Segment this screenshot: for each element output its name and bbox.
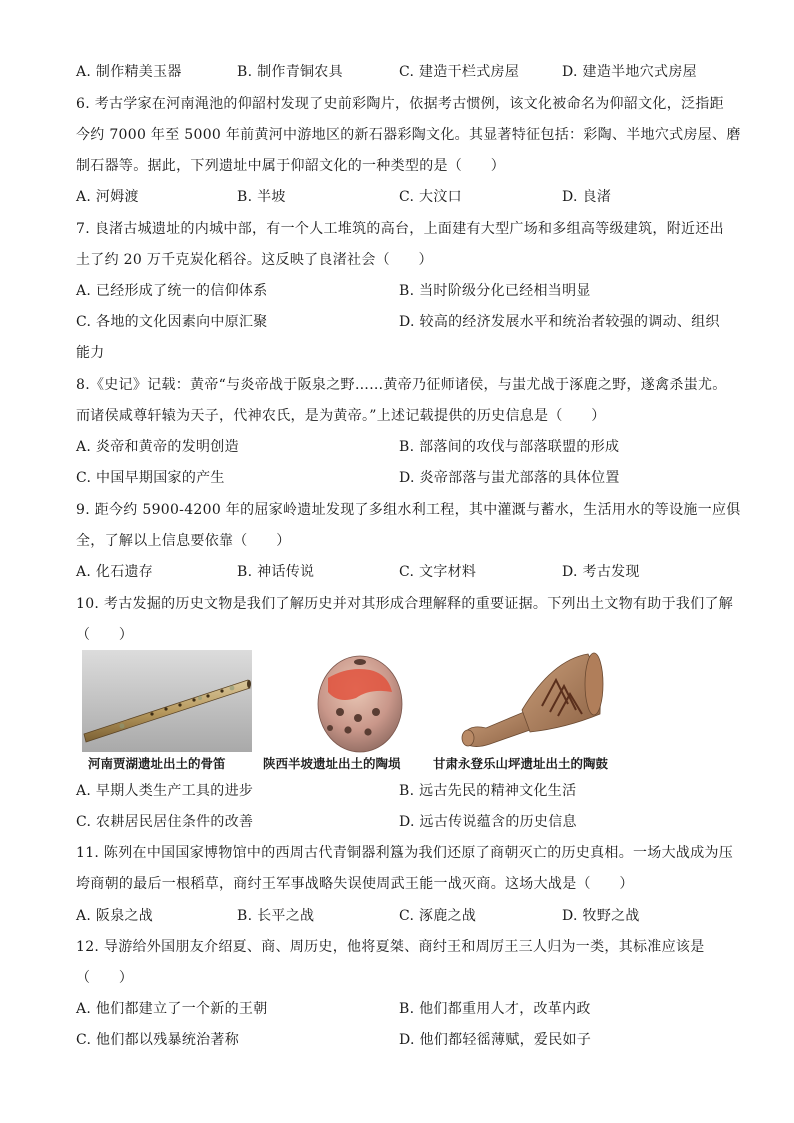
- q7-option-d[interactable]: D. 较高的经济发展水平和统治者较强的调动、组织: [399, 314, 720, 330]
- q10-stem-line: 10. 考古发掘的历史文物是我们了解历史并对其形成合理解释的重要证据。下列出土文物有助于我们了解: [76, 596, 734, 612]
- q7-option-b[interactable]: B. 当时阶级分化已经相当明显: [399, 283, 591, 299]
- q11-stem-line: 垮商朝的最后一根稻草，商纣王军事战略失误使周武王能一战灭商。这场大战是（ ）: [76, 876, 634, 892]
- q7-stem-line: 7. 良渚古城遗址的内城中部，有一个人工堆筑的高台，上面建有大型广场和多组高等级建筑，附近还出: [76, 221, 724, 237]
- q5-option-a[interactable]: A. 制作精美玉器: [76, 64, 182, 80]
- q6-option-a[interactable]: A. 河姆渡: [76, 189, 139, 205]
- q7-option-c[interactable]: C. 各地的文化因素向中原汇聚: [76, 314, 268, 330]
- bone-flute-caption: 河南贾湖遗址出土的骨笛: [88, 756, 226, 771]
- q9-option-b[interactable]: B. 神话传说: [237, 564, 315, 580]
- q9-option-a[interactable]: A. 化石遗存: [76, 564, 154, 580]
- pottery-drum-image: [456, 650, 606, 752]
- q5-option-c[interactable]: C. 建造干栏式房屋: [399, 64, 520, 80]
- q11-option-c[interactable]: C. 涿鹿之战: [399, 908, 477, 924]
- q5-option-b[interactable]: B. 制作青铜农具: [237, 64, 343, 80]
- pottery-xun-caption: 陕西半坡遗址出土的陶埙: [263, 756, 401, 771]
- q9-stem-line: 全，了解以上信息要依靠（ ）: [76, 533, 291, 549]
- q6-stem-line: 6. 考古学家在河南渑池的仰韶村发现了史前彩陶片，依据考古惯例，该文化被命名为仰韶文化，泛指距: [76, 96, 724, 112]
- q12-option-d[interactable]: D. 他们都轻徭薄赋，爱民如子: [399, 1032, 592, 1048]
- q6-option-b[interactable]: B. 半坡: [237, 189, 286, 205]
- q10-option-a[interactable]: A. 早期人类生产工具的进步: [76, 783, 254, 799]
- q12-option-c[interactable]: C. 他们都以残暴统治著称: [76, 1032, 240, 1048]
- q6-option-c[interactable]: C. 大汶口: [399, 189, 462, 205]
- q12-stem-line: （ ）: [76, 970, 134, 986]
- q12-option-b[interactable]: B. 他们都重用人才，改革内政: [399, 1001, 591, 1017]
- q8-stem-line: 而诸侯咸尊轩辕为天子，代神农氏，是为黄帝。”上述记载提供的历史信息是（ ）: [76, 408, 606, 424]
- q11-option-d[interactable]: D. 牧野之战: [562, 908, 640, 924]
- q8-option-c[interactable]: C. 中国早期国家的产生: [76, 470, 225, 486]
- q10-option-d[interactable]: D. 远古传说蕴含的历史信息: [399, 814, 577, 830]
- q11-option-b[interactable]: B. 长平之战: [237, 908, 315, 924]
- q9-stem-line: 9. 距今约 5900-4200 年的屈家岭遗址发现了多组水利工程，其中灌溉与蓄水，生活用水的等设施一应俱: [76, 502, 741, 518]
- q9-option-d[interactable]: D. 考古发现: [562, 564, 640, 580]
- q8-option-d[interactable]: D. 炎帝部落与蚩尤部落的具体位置: [399, 470, 620, 486]
- q7-option-d-continued: 能力: [76, 345, 105, 361]
- q12-stem-line: 12. 导游给外国朋友介绍夏、商、周历史，他将夏桀、商纣王和周厉王三人归为一类，其标准应该是: [76, 939, 705, 955]
- q11-option-a[interactable]: A. 阪泉之战: [76, 908, 154, 924]
- q8-option-b[interactable]: B. 部落间的攻伐与部落联盟的形成: [399, 439, 620, 455]
- q6-stem-line: 今约 7000 年至 5000 年前黄河中游地区的新石器彩陶文化。其显著特征包括：彩陶、半地穴式房屋、磨: [76, 127, 741, 143]
- bone-flute-image: [82, 650, 252, 752]
- q5-option-d[interactable]: D. 建造半地穴式房屋: [562, 64, 697, 80]
- pottery-drum-caption: 甘肃永登乐山坪遗址出土的陶鼓: [433, 756, 609, 771]
- q6-stem-line: 制石器等。据此，下列遗址中属于仰韶文化的一种类型的是（ ）: [76, 158, 505, 174]
- q9-option-c[interactable]: C. 文字材料: [399, 564, 477, 580]
- q10-stem-line: （ ）: [76, 627, 134, 643]
- q8-stem-line: 8.《史记》记载：黄帝“与炎帝战于阪泉之野……黄帝乃征师诸侯，与蚩尤战于涿鹿之野，遂禽杀蚩尤。: [76, 377, 727, 393]
- q8-option-a[interactable]: A. 炎帝和黄帝的发明创造: [76, 439, 239, 455]
- q7-stem-line: 土了约 20 万千克炭化稻谷。这反映了良渚社会（ ）: [76, 252, 433, 268]
- q10-option-b[interactable]: B. 远古先民的精神文化生活: [399, 783, 577, 799]
- q6-option-d[interactable]: D. 良渚: [562, 189, 612, 205]
- q7-option-a[interactable]: A. 已经形成了统一的信仰体系: [76, 283, 268, 299]
- q11-stem-line: 11. 陈列在中国国家博物馆中的西周古代青铜器利簋为我们还原了商朝灭亡的历史真相。一场大战成为压: [76, 845, 734, 861]
- pottery-xun-image: [300, 648, 430, 754]
- q12-option-a[interactable]: A. 他们都建立了一个新的王朝: [76, 1001, 268, 1017]
- q10-option-c[interactable]: C. 农耕居民居住条件的改善: [76, 814, 254, 830]
